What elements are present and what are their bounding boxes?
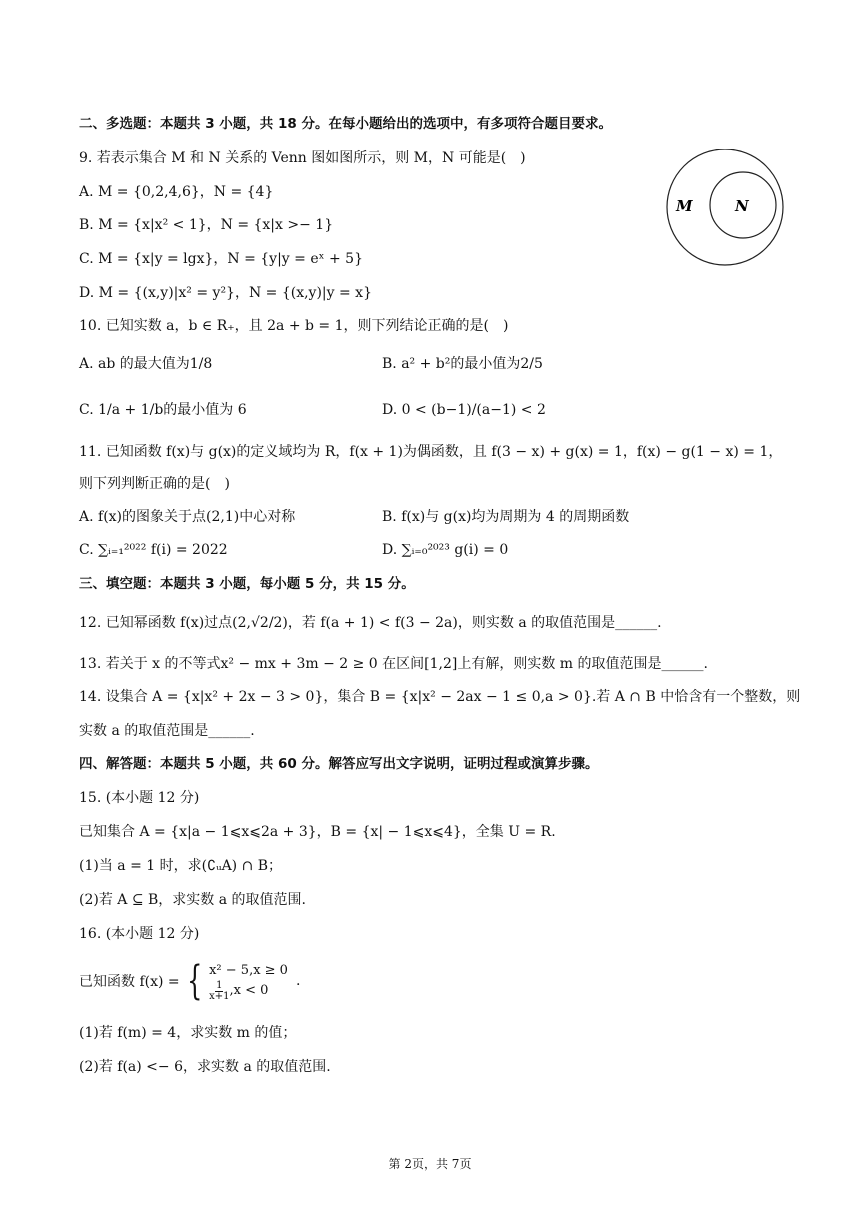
- q10-option-d: D. 0 < (b−1)/(a−1) < 2: [382, 402, 546, 418]
- case2-fraction: [209, 981, 229, 1002]
- q11-option-a: A. f(x)的图象关于点(2,1)中心对称: [79, 509, 296, 525]
- q16-stem-prefix: 已知函数 f(x) =: [79, 974, 180, 990]
- q10-option-c: C. 1/a + 1/b的最小值为 6: [79, 402, 247, 418]
- piecewise-cases: [209, 961, 288, 1002]
- section2-heading: 二、多选题：本题共 3 小题，共 18 分。在每小题给出的选项中，有多项符合题目要求。: [79, 116, 612, 132]
- q9-option-b: B. M = {x|x² < 1}，N = {x|x >− 1}: [79, 217, 334, 233]
- q14-line1: 14. 设集合 A = {x|x² + 2x − 3 > 0}，集合 B = {x|x² − 2ax − 1 ≤ 0,a > 0}.若 A ∩ B 中恰含有一个整数，则: [79, 689, 801, 705]
- q16-stem: [79, 958, 300, 1004]
- q15-stem: 已知集合 A = {x|a − 1⩽x⩽2a + 3}，B = {x| − 1⩽x⩽4}，全集 U = R.: [79, 824, 556, 840]
- q16-part2: (2)若 f(a) <− 6，求实数 a 的取值范围.: [79, 1059, 331, 1075]
- q12: 12. 已知幂函数 f(x)过点(2,√2/2)，若 f(a + 1) < f(3 − 2a)，则实数 a 的取值范围是______.: [79, 615, 662, 631]
- case2-denominator: x+1: [209, 990, 230, 1002]
- q11-option-d: D. ∑ᵢ₌₀²⁰²³ g(i) = 0: [382, 542, 509, 558]
- q11-stem-line1: 11. 已知函数 f(x)与 g(x)的定义域均为 R，f(x + 1)为偶函数，且 f(3 − x) + g(x) = 1，f(x) − g(1 − x) = 1，: [79, 444, 783, 460]
- piecewise-brace: {: [186, 958, 203, 1004]
- venn-diagram: [662, 149, 788, 275]
- section4-heading: 四、解答题：本题共 5 小题，共 60 分。解答应写出文字说明，证明过程或演算步骤。: [79, 756, 599, 772]
- q16-title: 16. (本小题 12 分): [79, 926, 200, 942]
- q13: 13. 若关于 x 的不等式x² − mx + 3m − 2 ≥ 0 在区间[1,2]上有解，则实数 m 的取值范围是______.: [79, 656, 708, 672]
- piecewise-case1: x² − 5,x ≥ 0: [209, 962, 288, 978]
- case2-condition: ,x < 0: [229, 983, 269, 998]
- venn-label-n: N: [735, 197, 749, 215]
- q15-title: 15. (本小题 12 分): [79, 790, 200, 806]
- q11-option-b: B. f(x)与 g(x)均为周期为 4 的周期函数: [382, 509, 630, 525]
- q14-line2: 实数 a 的取值范围是______.: [79, 723, 255, 739]
- q10-option-b: B. a² + b²的最小值为2/5: [382, 356, 543, 372]
- section3-heading: 三、填空题：本题共 3 小题，每小题 5 分，共 15 分。: [79, 576, 415, 592]
- q15-part1: (1)当 a = 1 时，求(∁ᵤA) ∩ B；: [79, 858, 283, 874]
- case2-numerator: 1: [216, 979, 223, 991]
- page-footer: 第 2页，共 7页: [388, 1157, 472, 1171]
- q9-option-d: D. M = {(x,y)|x² = y²}，N = {(x,y)|y = x}: [79, 285, 372, 301]
- q11-stem-line2: 则下列判断正确的是( ): [79, 476, 230, 492]
- q16-part1: (1)若 f(m) = 4，求实数 m 的值；: [79, 1025, 297, 1041]
- q10-option-a: A. ab 的最大值为1/8: [79, 356, 213, 372]
- piecewise-case2: [209, 981, 288, 1002]
- q15-part2: (2)若 A ⊆ B，求实数 a 的取值范围.: [79, 892, 307, 908]
- q9-option-a: A. M = {0,2,4,6}，N = {4}: [79, 184, 274, 200]
- venn-label-m: M: [676, 197, 693, 215]
- q16-stem-suffix: .: [295, 973, 301, 989]
- q9-stem: 9. 若表示集合 M 和 N 关系的 Venn 图如图所示，则 M，N 可能是( ): [79, 150, 526, 166]
- q10-stem: 10. 已知实数 a，b ∈ R₊，且 2a + b = 1，则下列结论正确的是( ): [79, 318, 509, 334]
- q11-option-c: C. ∑ᵢ₌₁²⁰²² f(i) = 2022: [79, 542, 228, 558]
- q9-option-c: C. M = {x|y = lgx}，N = {y|y = eˣ + 5}: [79, 251, 363, 267]
